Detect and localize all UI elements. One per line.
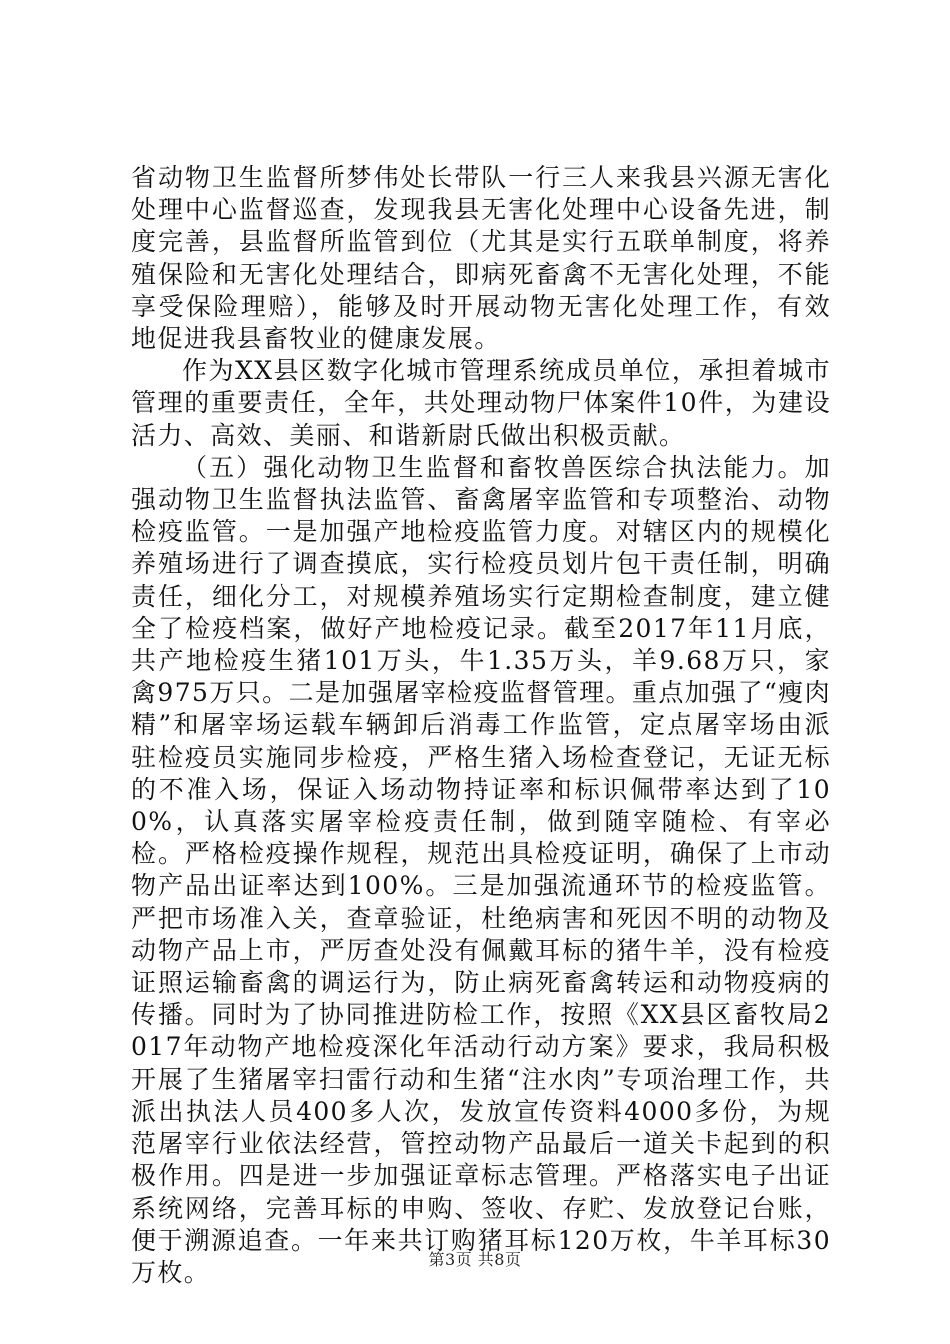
document-body — [131, 162, 831, 1289]
page-number-footer: 第3页 共8页 — [428, 1250, 522, 1269]
paragraph-section-five: （五）强化动物卫生监督和畜牧兽医综合执法能力。加强动物卫生监督执法监管、畜禽屠宰监管和专项整治、动物检疫监管。一是加强产地检疫监管力度。对辖区内的规模化养殖场进行了调查摸底，实行检疫员划片包干责任制，明确责任，细化分工，对规模养殖场实行定期检查制度，建立健全了检疫档案，做好产地检疫记录。截至2017年11月底，共产地检疫生猪101万头，牛1.35万头，羊9.68万只，家禽975万只。二是加强屠宰检疫监督管理。重点加强了“瘦肉精”和屠宰场运载车辆卸后消毒工作监管，定点屠宰场由派驻检疫员实施同步检疫，严格生猪入场检查登记，无证无标的不准入场，保证入场动物持证率和标识佩带率达到了100%，认真落实屠宰检疫责任制，做到随宰随检、有宰必检。严格检疫操作规程，规范出具检疫证明，确保了上市动物产品出证率达到100%。三是加强流通环节的检疫监管。严把市场准入关，查章验证，杜绝病害和死因不明的动物及动物产品上市，严厉查处没有佩戴耳标的猪牛羊，没有检疫证照运输畜禽的调运行为，防止病死畜禽转运和动物疫病的传播。同时为了协同推进防检工作，按照《XX县区畜牧局2017年动物产地检疫深化年活动行动方案》要求，我局积极开展了生猪屠宰扫雷行动和生猪“注水肉”专项治理工作，共派出执法人员400多人次，发放宣传资料4000多份，为规范屠宰行业依法经营，管控动物产品最后一道关卡起到的积极作用。四是进一步加强证章标志管理。严格落实电子出证系统网络，完善耳标的申购、签收、存贮、发放登记台账，便于溯源追查。一年来共订购猪耳标120万枚，牛羊耳标30万枚。 — [131, 452, 831, 1287]
paragraph-digital-city-management: 作为XX县区数字化城市管理系统成员单位，承担着城市管理的重要责任，全年，共处理动物尸体案件10件，为建设活力、高效、美丽、和谐新尉氏做出积极贡献。 — [131, 356, 831, 450]
paragraph-continuation: 省动物卫生监督所梦伟处长带队一行三人来我县兴源无害化处理中心监督巡查，发现我县无害化处理中心设备先进，制度完善，县监督所监管到位（尤其是实行五联单制度，将养殖保险和无害化处理结合，即病死畜禽不无害化处理，不能享受保险理赔），能够及时开展动物无害化处理工作，有效地促进我县畜牧业的健康发展。 — [131, 163, 831, 354]
